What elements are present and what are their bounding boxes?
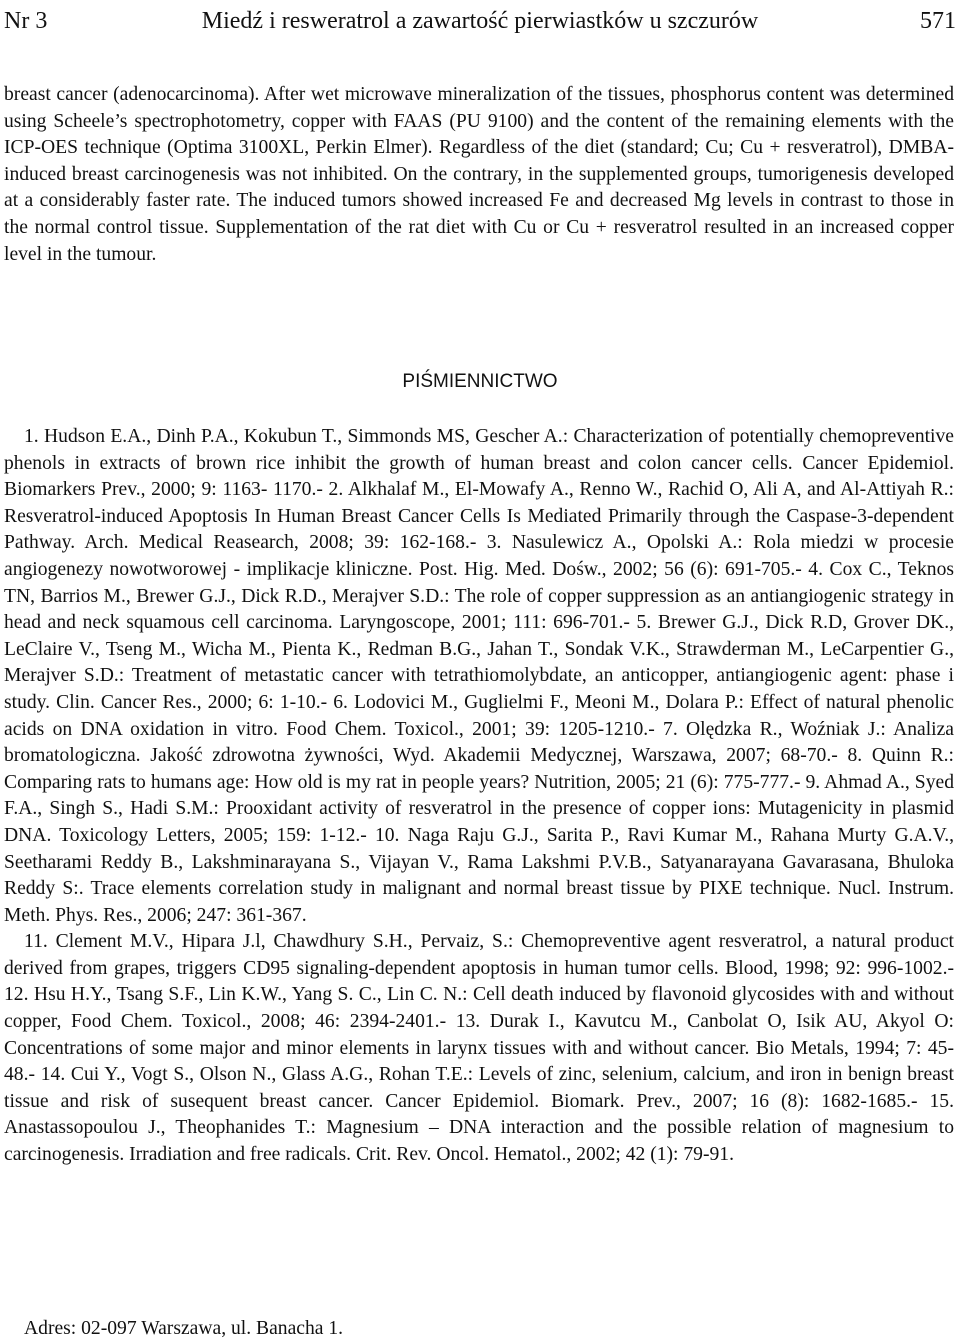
running-title: Miedź i resweratrol a zawartość pierwiastków u szczurów: [201, 7, 759, 34]
references-paragraph-1: 1. Hudson E.A., Dinh P.A., Kokubun T., Simmonds MS, Gescher A.: Characterization of potentially chemopreventive phenols in extracts of brown rice inhibit the growth of human breast and colon cancer cells. Cancer Epidemiol. Biomarkers Prev., 2000; 9: 1163- 1170.- 2. Alkhalaf M., El-Mowafy A., Renno W., Rachid O, Ali A, and Al-Attiyah R.: Resveratrol-induced Apoptosis In Human Breast Cancer Cells Is Mediated Primarily through the Caspase-3-dependent Pathway. Arch. Medical Reasearch, 2008; 39: 162-168.- 3. Nasulewicz A., Opolski A.: Rola miedzi w procesie angiogenezy nowotworowej - implikacje kliniczne. Post. Hig. Med. Dośw., 2002; 56 (6): 691-705.- 4. Cox C., Teknos TN, Barrios M., Brewer G.J., Dick R.D., Merajver S.D.: The role of copper suppression as an antiangiogenic strategy in head and neck squamous cell carcinoma. Laryngoscope, 2001; 111: 696-701.- 5. Brewer G.J., Dick R.D, Grover DK., LeClaire V., Tseng M., Wicha M., Pienta K., Redman B.G., Jahan T., Sondak V.K., Strawderman M., LeCarpentier G., Merajver S.D.: Treatment of metastatic cancer with tetrathiomolybdate, an anticopper, antiangiogenic agent: phase i study. Clin. Cancer Res., 2000; 6: 1-10.- 6. Lodovici M., Guglielmi F., Meoni M., Dolara P.: Effect of natural phenolic acids on DNA oxidation in vitro. Food Chem. Toxicol., 2001; 39: 1205-1210.- 7. Olędzka R., Woźniak J.: Analiza bromatologiczna. Jakość zdrowotna żywności, Wyd. Akademii Medycznej, Warszawa, 2007; 68-70.- 8. Quinn R.: Comparing rats to humans age: How old is my rat in people years? Nutrition, 2005; 21 (6): 775-777.- 9. Ahmad A., Syed F.A., Singh S., Hadi S.M.: Prooxidant activity of resveratrol in the presence of copper ions: Mutagenicity in plasmid DNA. Toxicology Letters, 2005; 159: 1-12.- 10. Naga Raju G.J., Sarita P., Ravi Kumar M., Rahana Murty G.A.V., Seetharami Reddy B., Lakshminarayana S., Vijayan V., Rama Lakshmi P.V.B., Satyanarayana Gavarasana, Bhuloka Reddy S:. Trace elements correlation study in malignant and normal breast tissue by PIXE technique. Nucl. Instrum. Meth. Phys. Res., 2006; 247: 361-367.: [4, 426, 954, 926]
page-number: 571: [920, 7, 956, 34]
references-list: [4, 424, 954, 1169]
running-header: [4, 4, 956, 38]
abstract-paragraph: breast cancer (adenocarcinoma). After wet microwave mineralization of the tissues, phosphorus content was determined using Scheele’s spectrophotometry, copper with FAAS (PU 9100) and the content of the remaining elements with the ICP-OES technique (Optima 3100XL, Perkin Elmer). Regardless of the diet (standard; Cu; Cu + resveratrol), DMBA-induced breast carcinogenesis was not inhibited. On the contrary, in the supplemented groups, tumorigenesis developed at a considerably faster rate. The induced tumors showed increased Fe and decreased Mg levels in contrast to those in the normal control tissue. Supplementation of the rat diet with Cu or Cu + resveratrol resulted in an increased copper level in the tumour.: [4, 84, 954, 265]
references-heading: PIŚMIENNICTWO: [402, 371, 558, 392]
issue-number: Nr 3: [4, 7, 48, 34]
author-address: Adres: 02-097 Warszawa, ul. Banacha 1.: [24, 1318, 344, 1339]
references-paragraph-2: 11. Clement M.V., Hipara J.l, Chawdhury S.H., Pervaiz, S.: Chemopreventive agent resveratrol, a natural product derived from grapes, triggers CD95 signaling-dependent apoptosis in human tumor cells. Blood, 1998; 92: 996-1002.- 12. Hsu H.Y., Tsang S.F., Lin K.W., Yang S. C., Lin C. N.: Cell death induced by flavonoid glycosides with and without copper, Food Chem. Toxicol., 2008; 46: 2394-2401.- 13. Durak I., Kavutcu M., Canbolat O, Isik AU, Akyol O: Concentrations of some major and minor elements in larynx tissues with and without cancer. Bio Metals, 1994; 7: 45-48.- 14. Cui Y., Vogt S., Olson N., Glass A.G., Rohan T.E.: Levels of zinc, selenium, calcium, and iron in benign breast tissue and risk of susequent breast cancer. Cancer Epidemiol. Biomark. Prev., 2007; 16 (8): 1682-1685.- 15. Anastassopoulou J., Theophanides T.: Magnesium – DNA interaction and the possible relation of magnesium to carcinogenesis. Irradiation and free radicals. Crit. Rev. Oncol. Hematol., 2002; 42 (1): 79-91.: [4, 931, 954, 1166]
